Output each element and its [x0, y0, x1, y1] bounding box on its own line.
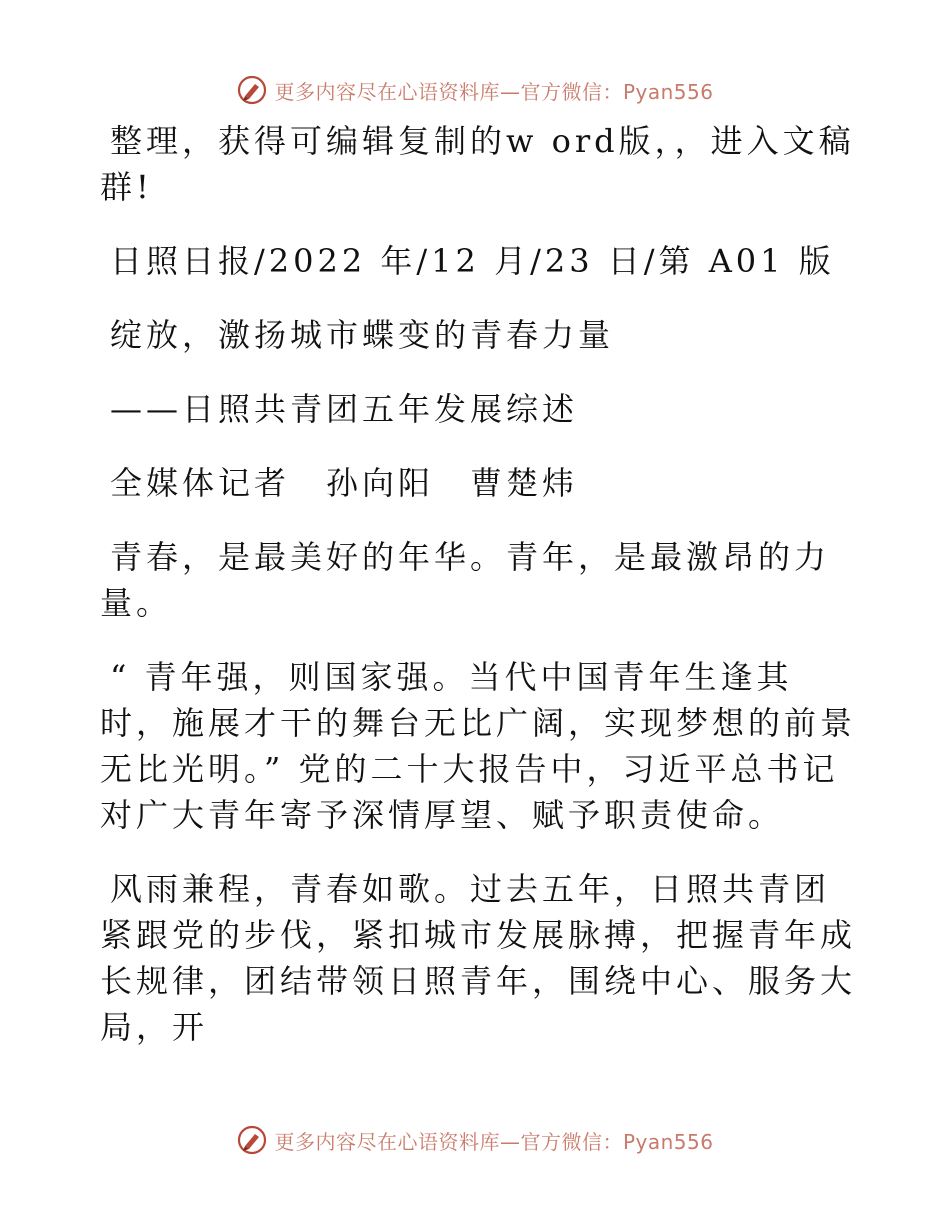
footer-banner — [0, 1120, 950, 1160]
footer-banner-inner — [236, 1124, 713, 1156]
body-paragraph: 风雨兼程，青春如歌。过去五年，日照共青团紧跟党的步伐，紧扣城市发展脉搏，把握青年成长规律，团结带领日照青年，围绕中心、服务大局，开 — [100, 870, 857, 1046]
header-banner — [0, 70, 950, 110]
pen-logo-icon — [236, 1124, 268, 1156]
header-banner-inner — [236, 74, 713, 106]
article-title: 绽放，激扬城市蝶变的青春力量 — [110, 316, 615, 354]
intro-note: 整理，获得可编辑复制的w ord版，，进入文稿群! — [100, 122, 855, 206]
byline: 全媒体记者 孙向阳 曹楚炜 — [110, 464, 579, 502]
document-body — [100, 118, 860, 1078]
source-line: 日照日报/2022 年/12 月/23 日/第 A01 版 — [110, 242, 835, 280]
footer-banner-text: 更多内容尽在心语资料库—官方微信：Pyan556 — [274, 1129, 714, 1154]
article-subtitle: ——日照共青团五年发展综述 — [110, 390, 579, 428]
body-paragraph: 青春，是最美好的年华。青年，是最激昂的力量。 — [100, 538, 831, 622]
body-paragraph: “ 青年强，则国家强。当代中国青年生逢其时，施展才干的舞台无比广阔，实现梦想的前景无比光明。” 党的二十大报告中，习近平总书记对广大青年寄予深情厚望、赋予职责使命。 — [100, 658, 857, 834]
header-banner-text: 更多内容尽在心语资料库—官方微信：Pyan556 — [274, 79, 714, 104]
pen-logo-icon — [236, 74, 268, 106]
